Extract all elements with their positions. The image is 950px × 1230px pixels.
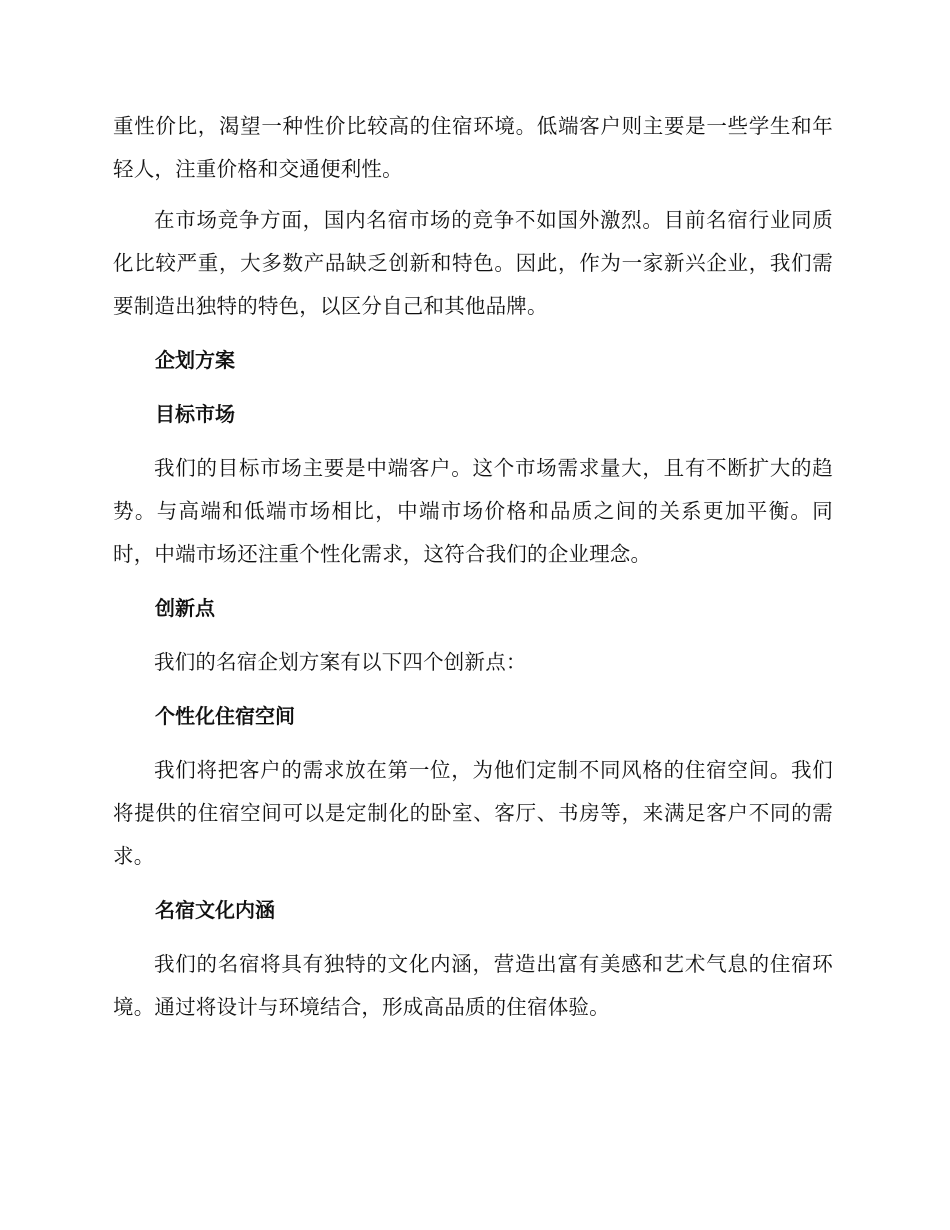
spacer xyxy=(113,738,833,749)
personalized-space-paragraph: 我们将把客户的需求放在第一位，为他们定制不同风格的住宿空间。我们将提供的住宿空间可以是定制化的卧室、客厅、书房等，来满足客户不同的需求。 xyxy=(113,758,833,868)
heading-personalized-space: 个性化住宿空间 xyxy=(155,704,295,728)
culture-paragraph: 我们的名宿将具有独特的文化内涵，营造出富有美感和艺术气息的住宿环境。通过将设计与环境结合，形成高品质的住宿体验。 xyxy=(113,952,833,1019)
spacer xyxy=(113,382,833,393)
heading-innovation: 创新点 xyxy=(155,596,215,620)
spacer xyxy=(113,576,833,587)
spacer xyxy=(113,191,833,199)
spacer xyxy=(113,436,833,447)
heading-plan: 企划方案 xyxy=(155,348,235,372)
target-market-paragraph: 我们的目标市场主要是中端客户。这个市场需求量大，且有不断扩大的趋势。与高端和低端市场相比，中端市场价格和品质之间的关系更加平衡。同时，中端市场还注重个性化需求，这符合我们的企业理念。 xyxy=(113,456,833,566)
spacer xyxy=(113,684,833,695)
document-page xyxy=(113,105,833,1029)
spacer xyxy=(113,878,833,889)
spacer xyxy=(113,932,833,943)
heading-culture: 名宿文化内涵 xyxy=(155,898,275,922)
innovation-intro-paragraph: 我们的名宿企划方案有以下四个创新点： xyxy=(154,650,527,674)
spacer xyxy=(113,328,833,339)
heading-target-market: 目标市场 xyxy=(155,402,235,426)
spacer xyxy=(113,630,833,641)
intro-continuation-paragraph: 重性价比，渴望一种性价比较高的住宿环境。低端客户则主要是一些学生和年轻人，注重价格和交通便利性。 xyxy=(113,114,833,181)
competition-paragraph: 在市场竞争方面，国内名宿市场的竞争不如国外激烈。目前名宿行业同质化比较严重，大多数产品缺乏创新和特色。因此，作为一家新兴企业，我们需要制造出独特的特色，以区分自己和其他品牌。 xyxy=(113,208,833,318)
